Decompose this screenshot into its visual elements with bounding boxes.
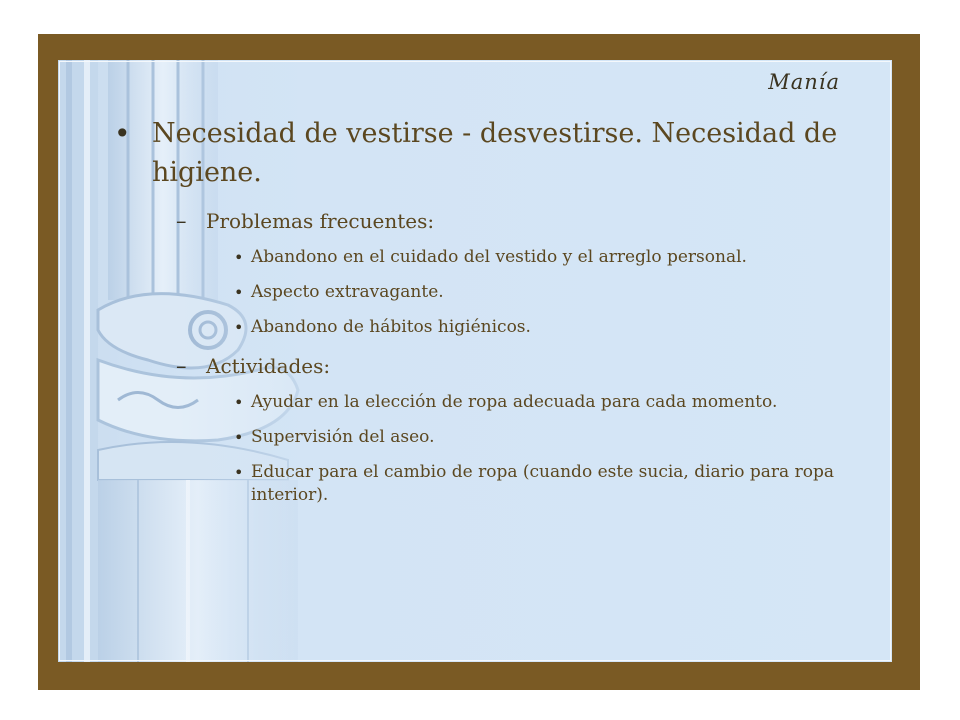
dash-marker: –	[176, 209, 187, 233]
main-bullet	[110, 114, 870, 192]
main-bullet-text: Necesidad de vestirse - desvestirse. Necesidad de higiene.	[152, 118, 838, 188]
list-item	[110, 426, 870, 449]
bullet-marker: •	[234, 393, 244, 412]
list-item	[110, 246, 870, 269]
list-item-text: Abandono de hábitos higiénicos.	[251, 317, 531, 337]
list-item	[110, 281, 870, 304]
bullet-marker: •	[234, 318, 244, 337]
section-heading-text: Problemas frecuentes:	[206, 209, 435, 233]
list-item	[110, 461, 870, 507]
list-item	[110, 316, 870, 339]
section-heading	[110, 351, 870, 381]
content-panel	[58, 60, 892, 662]
dash-marker: –	[176, 354, 187, 378]
slide-title: Manía	[768, 70, 840, 94]
bullet-marker: •	[234, 283, 244, 302]
bullet-marker: •	[234, 463, 244, 482]
list-item-text: Supervisión del aseo.	[251, 427, 435, 447]
bullet-marker: •	[234, 428, 244, 447]
list-item-text: Abandono en el cuidado del vestido y el arreglo personal.	[251, 247, 747, 267]
list-item-text: Ayudar en la elección de ropa adecuada para cada momento.	[251, 392, 778, 412]
slide-frame	[38, 34, 920, 690]
list-item	[110, 391, 870, 414]
list-item-text: Educar para el cambio de ropa (cuando este sucia, diario para ropa interior).	[251, 462, 834, 505]
bullet-marker: •	[234, 248, 244, 267]
slide-content	[110, 114, 870, 519]
bullet-marker: •	[114, 117, 131, 150]
section-heading	[110, 206, 870, 236]
section-heading-text: Actividades:	[206, 354, 331, 378]
list-item-text: Aspecto extravagante.	[251, 282, 444, 302]
